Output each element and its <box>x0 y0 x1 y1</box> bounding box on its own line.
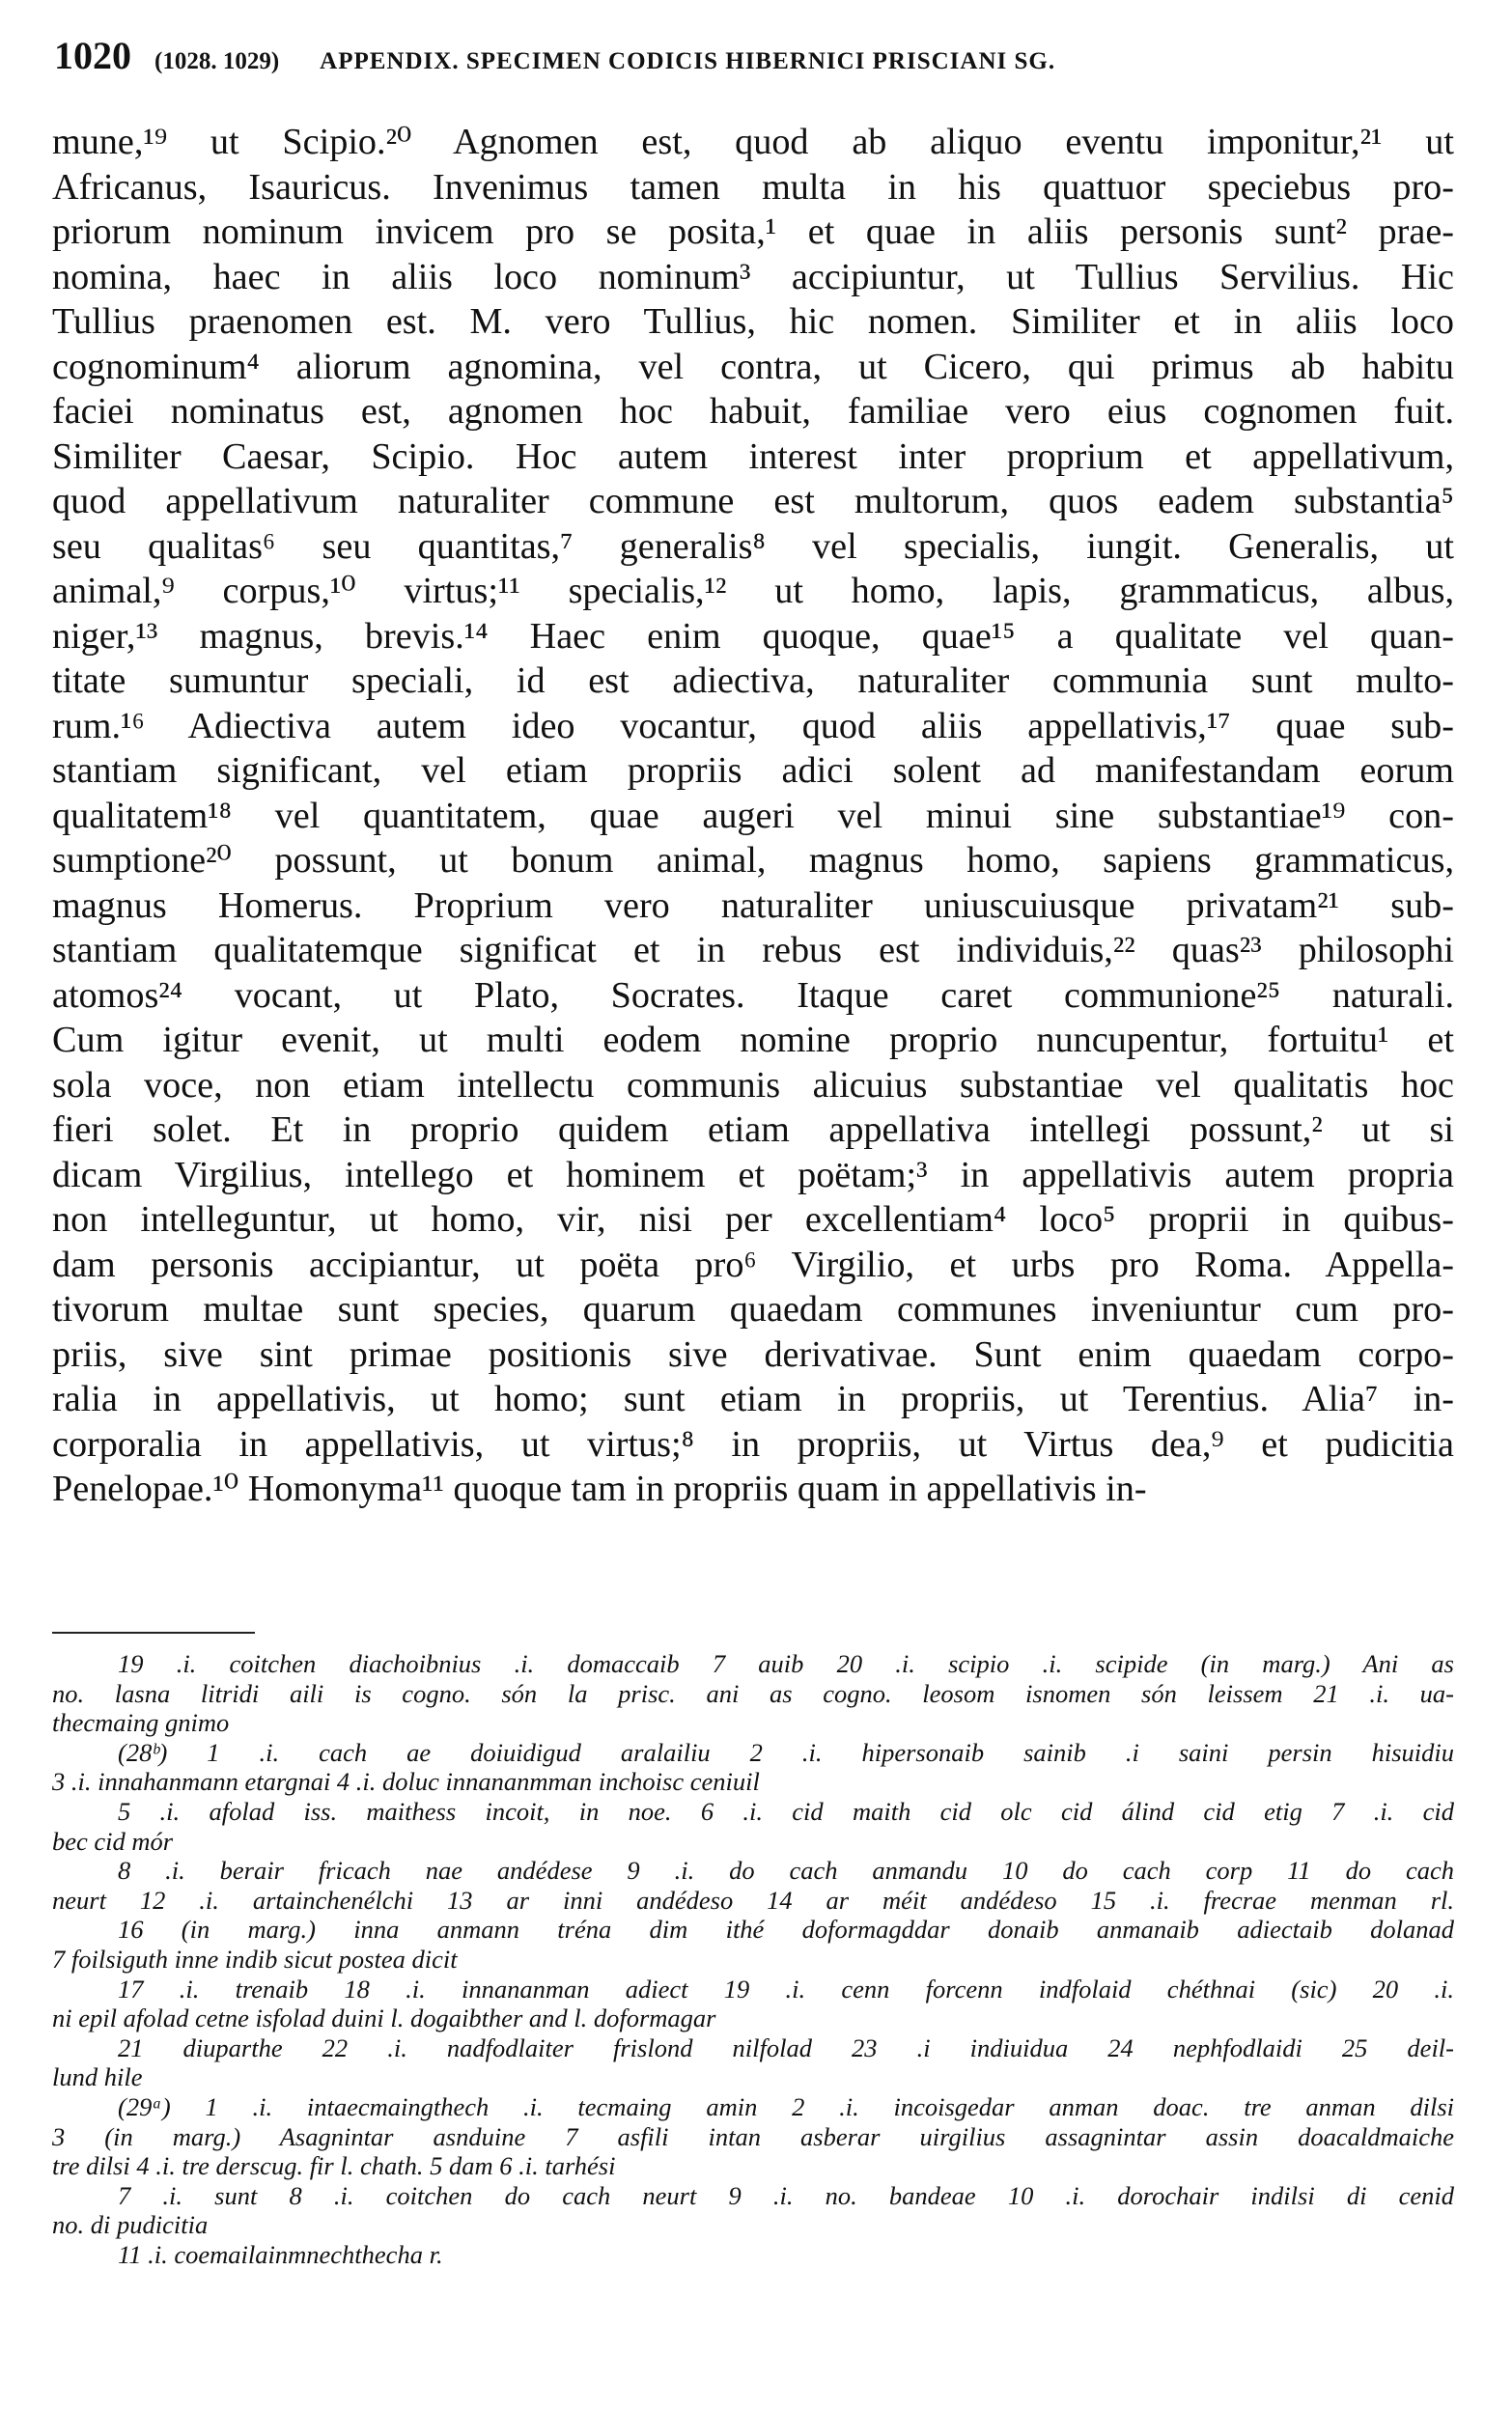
text-line: mune,¹⁹ ut Scipio.²⁰ Agnomen est, quod ab aliquo eventu imponitur,²¹ ut <box>52 122 1454 162</box>
text-line: sola voce, non etiam intellectu communis alicuius substantiae vel qualitatis hoc <box>52 1064 1454 1106</box>
text-line: magnus Homerus. Proprium vero naturaliter uniuscuiusque privatam²¹ sub- <box>52 884 1454 926</box>
text-line: priis, sive sint primae positionis sive derivativae. Sunt enim quaedam corpo- <box>52 1333 1454 1375</box>
text-line: Similiter Caesar, Scipio. Hoc autem interest inter proprium et appellativum, <box>52 435 1454 477</box>
footnote-line: tre dilsi 4 .i. tre derscug. fir l. chath. 5 dam 6 .i. tarhési <box>52 2151 616 2181</box>
text-line: atomos²⁴ vocant, ut Plato, Socrates. Itaque caret communione²⁵ naturali. <box>52 974 1454 1016</box>
footnote-line: lund hile <box>52 2062 143 2092</box>
text-line: quod appellativum naturaliter commune est multorum, quos eadem substantia⁵ <box>52 481 1454 521</box>
footnote-line: 8 .i. berair fricach nae andédese 9 .i. do cach anmandu 10 do cach corp 11 do cach <box>118 1856 1454 1886</box>
text-line: cognominum⁴ aliorum agnomina, vel contra, ut Cicero, qui primus ab habitu <box>52 346 1454 387</box>
footnote-line: 5 .i. afolad iss. maithess incoit, in noe. 6 .i. cid maith cid olc cid álind cid etig 7 .i. cid <box>118 1796 1454 1826</box>
footnote-line: 3 .i. innahanmann etargnai 4 .i. doluc innananmman inchoisc ceniuil <box>52 1767 760 1797</box>
footnote-line: (28ᵇ) 1 .i. cach ae doiuidigud aralailiu 2 .i. hipersonaib sainib .i saini persin hisuidiu <box>118 1737 1454 1767</box>
footnote-line: bec cid mór <box>52 1826 174 1856</box>
footnote-line: thecmaing gnimo <box>52 1708 230 1738</box>
footnote-line: 16 (in marg.) inna anmann tréna dim ithé doformagddar donaib anmanaib adiectaib dolanad <box>118 1915 1454 1945</box>
footnote-line: 7 foilsiguth inne indib sicut postea dicit <box>52 1944 458 1974</box>
text-line: stantiam significant, vel etiam propriis adici solent ad manifestandam eorum <box>52 750 1454 791</box>
text-line: niger,¹³ magnus, brevis.¹⁴ Haec enim quoque, quae¹⁵ a qualitate vel quan- <box>52 615 1454 657</box>
text-line: faciei nominatus est, agnomen hoc habuit, familiae vero eius cognomen fuit. <box>52 391 1454 432</box>
footnote-line: 21 diuparthe 22 .i. nadfodlaiter frislond nilfolad 23 .i indiuidua 24 nephfodlaidi 25 deil- <box>118 2032 1454 2062</box>
footnote-line: no. lasna litridi aili is cogno. són la prisc. ani as cogno. leosom isnomen són leissem 21 .i. ua- <box>52 1678 1454 1708</box>
text-line: ralia in appellativis, ut homo; sunt etiam in propriis, ut Terentius. Alia⁷ in- <box>52 1379 1454 1419</box>
main-text-block <box>52 120 1454 1512</box>
page-number: 1020 <box>54 34 131 77</box>
footnote-line: 17 .i. trenaib 18 .i. innananman adiect 19 .i. cenn forcenn indfolaid chéthnai (sic) 20 .i. <box>118 1974 1454 2004</box>
footnote-line: 19 .i. coitchen diachoibnius .i. domaccaib 7 auib 20 .i. scipio .i. scipide (in marg.) Ani as <box>118 1649 1454 1678</box>
footnote-line: no. di pudicitia <box>52 2210 209 2240</box>
text-line: Africanus, Isauricus. Invenimus tamen multa in his quattuor speciebus pro- <box>52 166 1454 208</box>
text-line: stantiam qualitatemque significat et in rebus est individuis,²² quas²³ philosophi <box>52 930 1454 970</box>
text-line: fieri solet. Et in proprio quidem etiam appellativa intellegi possunt,² ut si <box>52 1109 1454 1150</box>
footnote-line: 11 .i. coemailainmnechthecha r. <box>118 2239 443 2269</box>
text-line: nomina, haec in aliis loco nominum³ accipiuntur, ut Tullius Servilius. Hic <box>52 256 1454 297</box>
page-range: (1028. 1029) <box>154 48 280 74</box>
footnotes-block <box>52 1649 1454 2269</box>
text-line: animal,⁹ corpus,¹⁰ virtus;¹¹ specialis,¹² ut homo, lapis, grammaticus, albus, <box>52 571 1454 611</box>
running-head <box>54 27 1444 85</box>
text-line: titate sumuntur speciali, id est adiectiva, naturaliter communia sunt multo- <box>52 660 1454 701</box>
text-line: seu qualitas⁶ seu quantitas,⁷ generalis⁸ vel specialis, iungit. Generalis, ut <box>52 525 1454 567</box>
text-line: dam personis accipiantur, ut poëta pro⁶ Virgilio, et urbs pro Roma. Appella- <box>52 1244 1454 1285</box>
text-line: non intelleguntur, ut homo, vir, nisi per excellentiam⁴ loco⁵ proprii in quibus- <box>52 1199 1454 1240</box>
text-line: dicam Virgilius, intellego et hominem et poëtam;³ in appellativis autem propria <box>52 1154 1454 1195</box>
text-line: Cum igitur evenit, ut multi eodem nomine proprio nuncupentur, fortuitu¹ et <box>52 1020 1454 1060</box>
text-line: Penelopae.¹⁰ Homonyma¹¹ quoque tam in propriis quam in appellativis in- <box>52 1469 1147 1509</box>
footnote-line: 7 .i. sunt 8 .i. coitchen do cach neurt 9 .i. no. bandeae 10 .i. dorochair indilsi di cenid <box>118 2180 1454 2210</box>
text-line: rum.¹⁶ Adiectiva autem ideo vocantur, quod aliis appellativis,¹⁷ quae sub- <box>52 705 1454 746</box>
footnote-line: ni epil afolad cetne isfolad duini l. dogaibther and l. doformagar <box>52 2004 716 2033</box>
running-title: APPENDIX. SPECIMEN CODICIS HIBERNICI PRISCIANI SG. <box>320 48 1056 74</box>
text-line: tivorum multae sunt species, quarum quaedam communes inveniuntur cum pro- <box>52 1289 1454 1330</box>
text-line: qualitatem¹⁸ vel quantitatem, quae augeri vel minui sine substantiae¹⁹ con- <box>52 795 1454 836</box>
footnote-rule <box>52 1632 255 1634</box>
footnote-line: neurt 12 .i. artainchenélchi 13 ar inni andédeso 14 ar méit andédeso 15 .i. frecrae menman rl. <box>52 1885 1454 1915</box>
text-line: corporalia in appellativis, ut virtus;⁸ in propriis, ut Virtus dea,⁹ et pudicitia <box>52 1423 1454 1465</box>
text-line: sumptione²⁰ possunt, ut bonum animal, magnus homo, sapiens grammaticus, <box>52 840 1454 881</box>
footnote-line: (29ᵃ) 1 .i. intaecmaingthech .i. tecmaing amin 2 .i. incoisgedar anman doac. tre anman dilsi <box>118 2091 1454 2121</box>
text-line: Tullius praenomen est. M. vero Tullius, hic nomen. Similiter et in aliis loco <box>52 301 1454 342</box>
footnote-line: 3 (in marg.) Asagnintar asnduine 7 asfili intan asberar uirgilius assagnintar assin doacaldmaiche <box>52 2121 1454 2151</box>
text-line: priorum nominum invicem pro se posita,¹ et quae in aliis personis sunt² prae- <box>52 211 1454 252</box>
